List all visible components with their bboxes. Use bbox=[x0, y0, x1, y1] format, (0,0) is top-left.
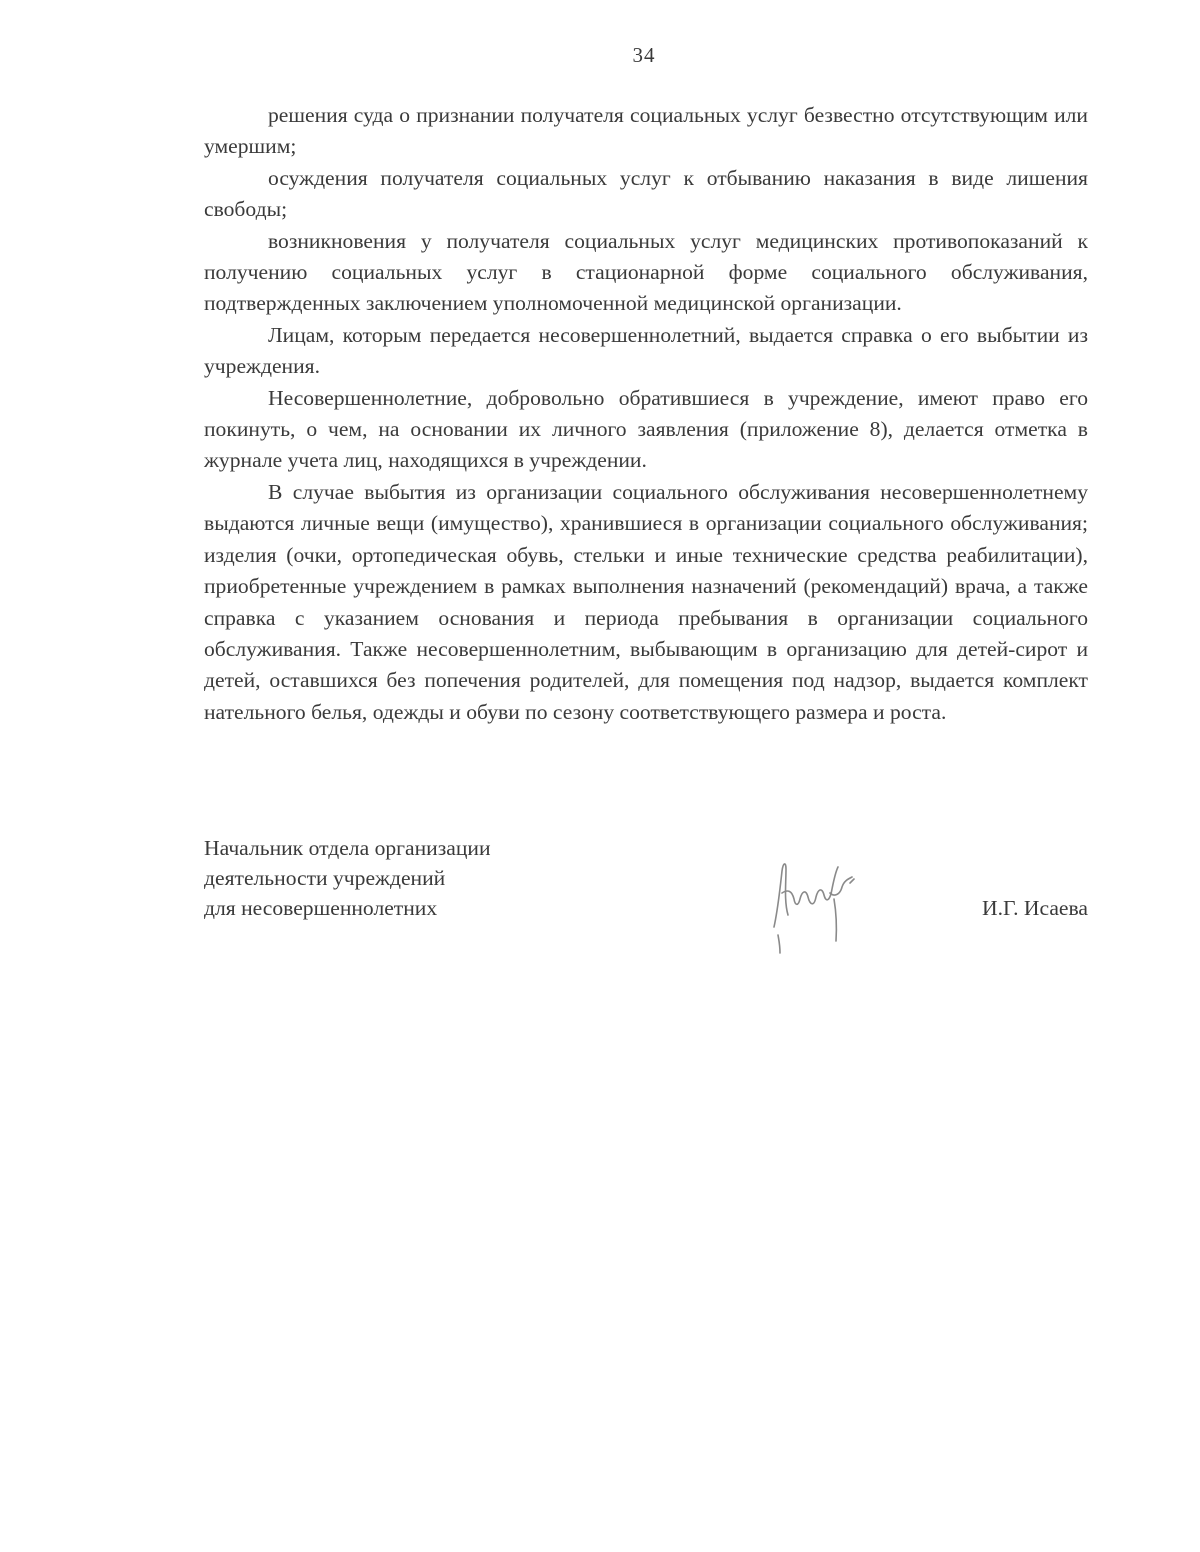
signer-position-line: для несовершеннолетних bbox=[204, 896, 438, 920]
document-body bbox=[204, 100, 1088, 728]
signature-block bbox=[204, 833, 1088, 973]
paragraph-personal-belongings: В случае выбытия из организации социального обслуживания несовершеннолетнему выдаются личные вещи (имущество), хранившиеся в организации социального обслуживания; изделия (очки, ортопедическая обувь, стельки и иные технические средства реабилитации), приобретенные учреждением в рамках выполнения назначений (рекомендаций) врача, а также справка с указанием основания и периода пребывания в организации социального обслуживания. Также несовершеннолетним, выбывающим в организацию для детей-сирот и детей, оставшихся без попечения родителей, для помещения под надзор, выдается комплект нательного белья, одежды и обуви по сезону соответствующего размера и роста. bbox=[204, 479, 1088, 724]
page-number: 34 bbox=[632, 43, 656, 67]
paragraph-conviction: осуждения получателя социальных услуг к отбыванию наказания в виде лишения свободы; bbox=[204, 165, 1088, 222]
paragraph-medical-contraindications: возникновения у получателя социальных услуг медицинских противопоказаний к получению социальных услуг в стационарной форме социального обслуживания, подтвержденных заключением уполномоченной медицинской организации. bbox=[204, 228, 1088, 316]
handwritten-signature bbox=[764, 849, 864, 959]
signer-position-line: Начальник отдела организации bbox=[204, 836, 491, 860]
signer-position-line: деятельности учреждений bbox=[204, 866, 446, 890]
paragraph-court-decision: решения суда о признании получателя социальных услуг безвестно отсутствующим или умершим; bbox=[204, 103, 1088, 159]
paragraph-departure-certificate: Лицам, которым передается несовершеннолетний, выдается справка о его выбытии из учреждения. bbox=[204, 322, 1088, 379]
signer-name: И.Г. Исаева bbox=[982, 896, 1088, 920]
paragraph-voluntary-leave: Несовершеннолетние, добровольно обратившиеся в учреждение, имеют право его покинуть, о чем, на основании их личного заявления (приложение 8), делается отметка в журнале учета лиц, находящихся в учреждении. bbox=[204, 385, 1088, 473]
signer-position bbox=[204, 833, 491, 923]
